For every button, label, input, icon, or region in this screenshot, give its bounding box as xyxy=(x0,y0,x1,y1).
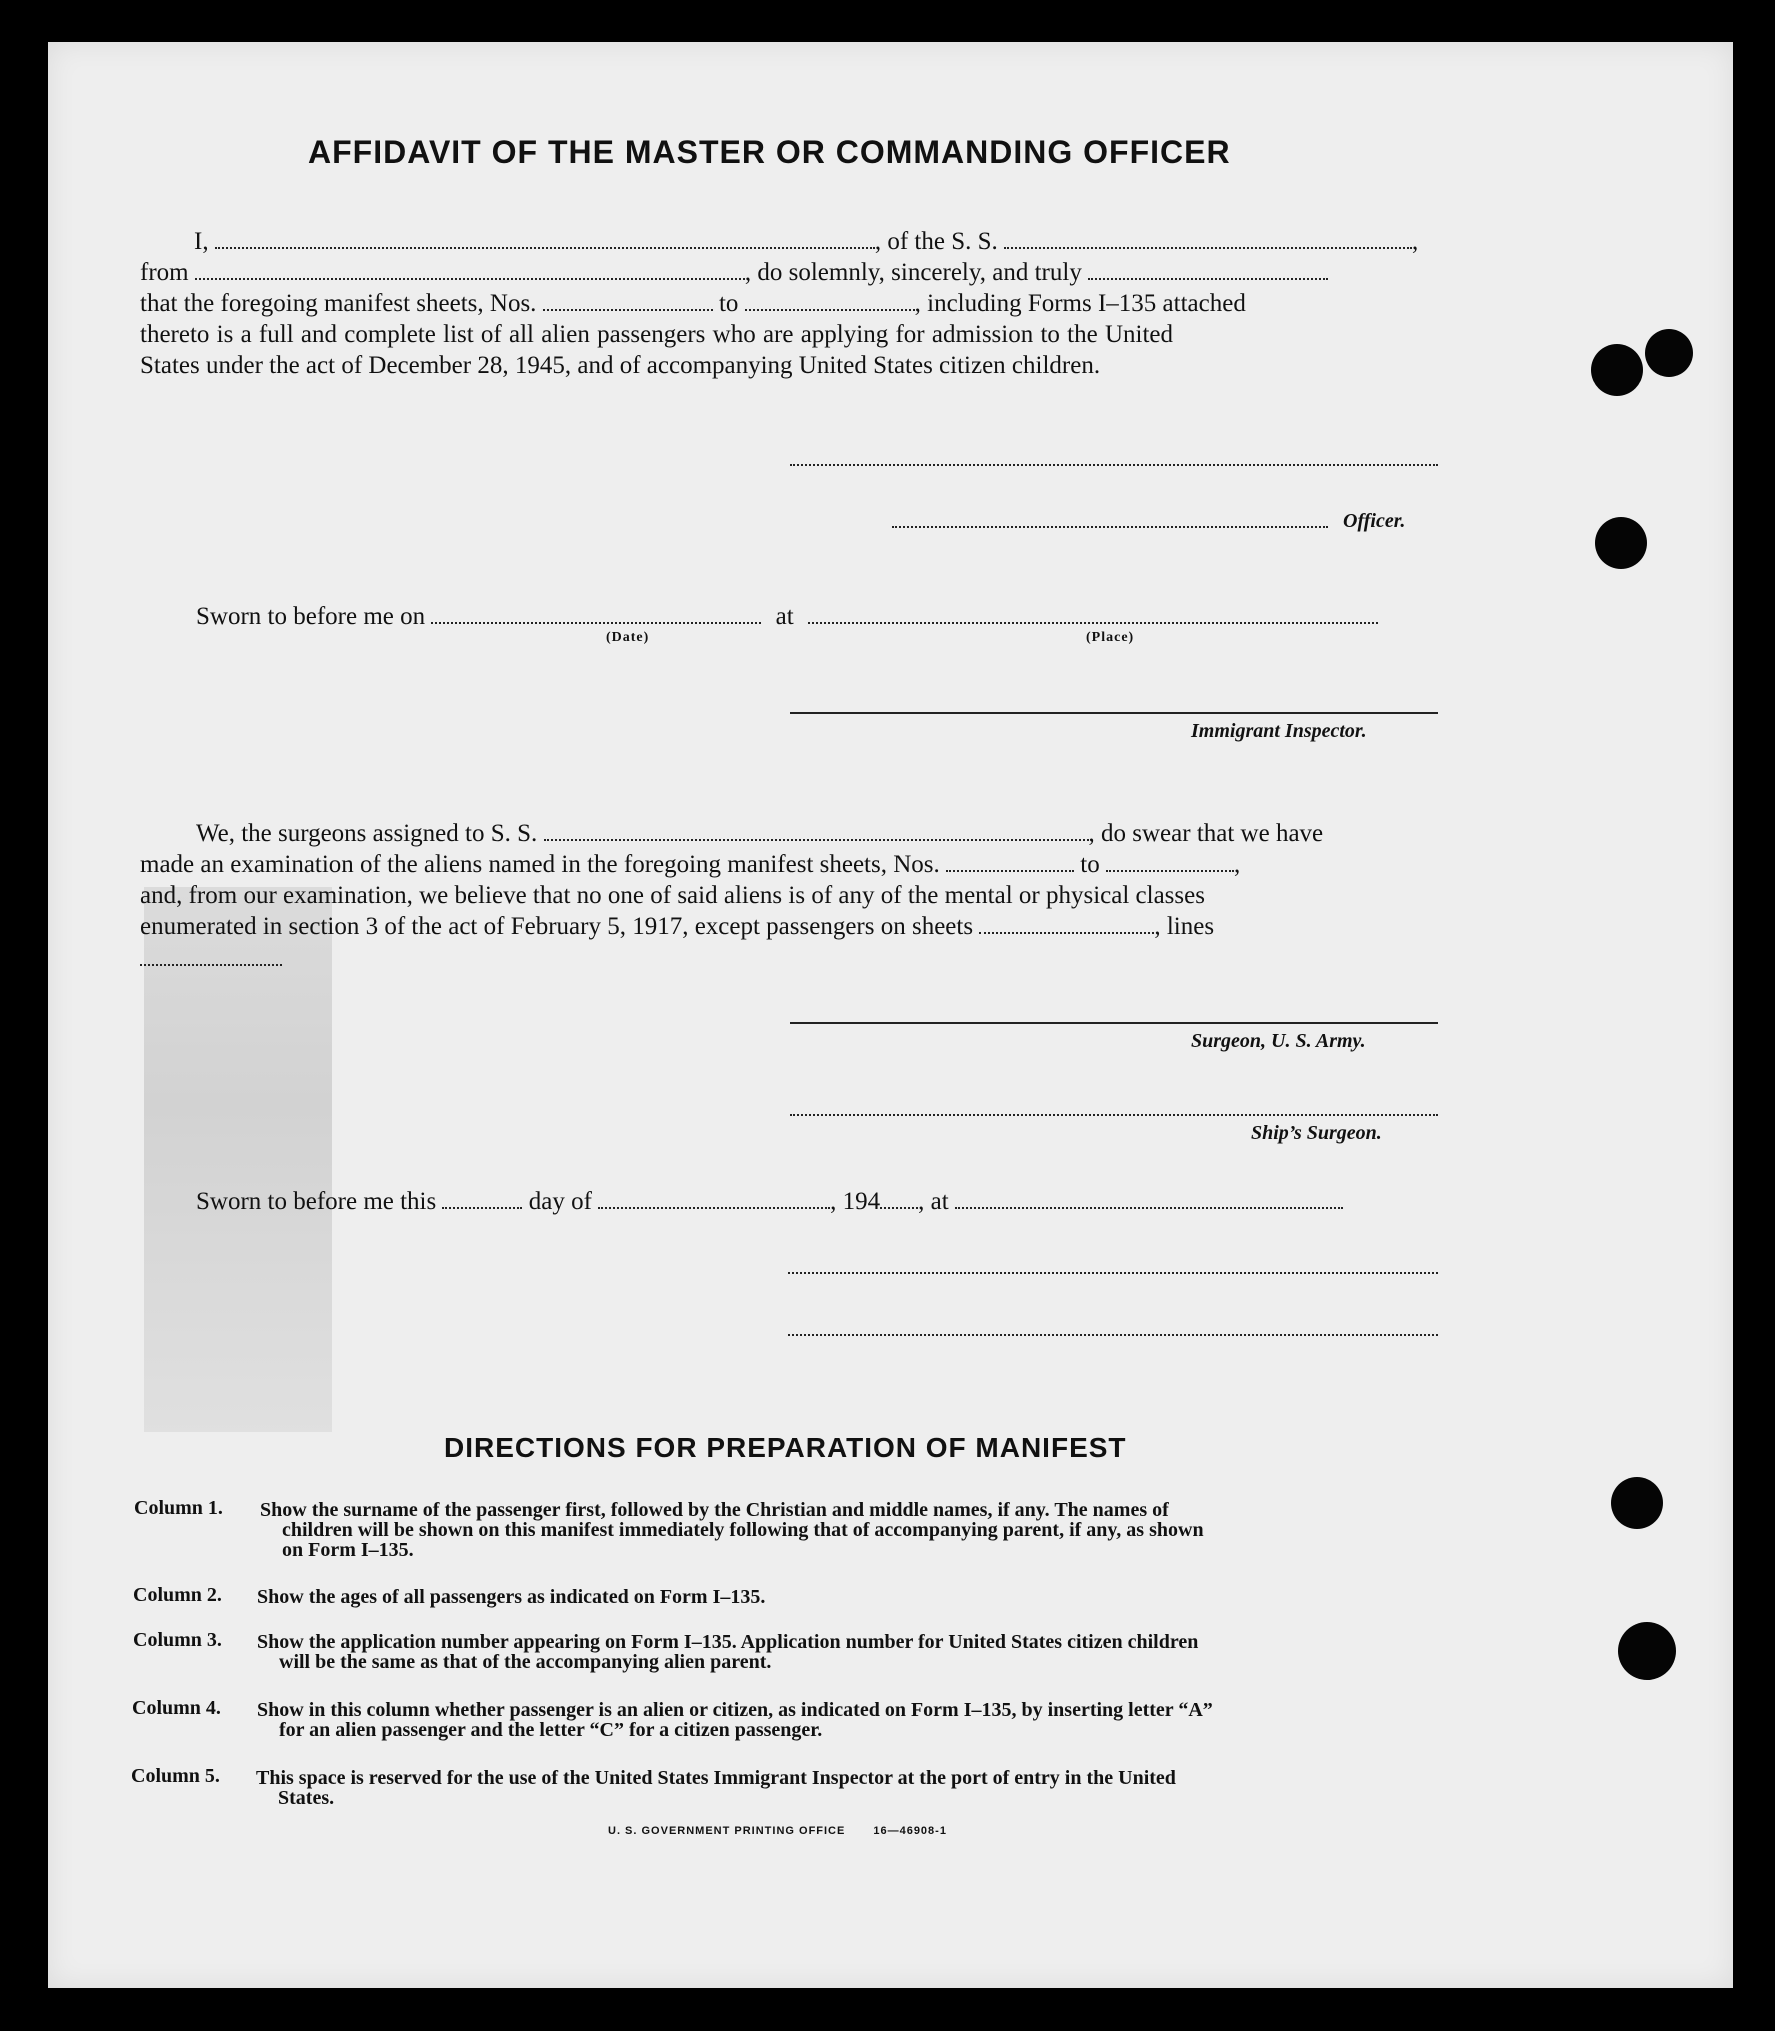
punch-hole xyxy=(1611,1477,1663,1529)
inspector-label: Immigrant Inspector. xyxy=(1191,720,1367,742)
affidavit-line-3: that the foregoing manifest sheets, Nos. to , including Forms I–135 attached xyxy=(140,290,1246,317)
column-3-label: Column 3. xyxy=(133,1629,222,1651)
truly-blank[interactable] xyxy=(1088,260,1328,280)
from-blank[interactable] xyxy=(195,260,745,280)
form-page xyxy=(48,42,1733,1988)
directions-title: DIRECTIONS FOR PREPARATION OF MANIFEST xyxy=(444,1432,1127,1463)
surgeons-line-1: We, the surgeons assigned to S. S. , do swear that we have xyxy=(196,820,1324,847)
sworn-line-2: Sworn to before me this day of , 194 , at xyxy=(196,1187,1343,1217)
punch-hole xyxy=(1618,1622,1676,1680)
officer-signature-line-2[interactable] xyxy=(892,526,1328,528)
paper-stain xyxy=(144,887,332,1432)
punch-hole xyxy=(1645,329,1693,377)
ship-blank[interactable] xyxy=(1004,229,1412,249)
affidavit-line-4: thereto is a full and complete list of all alien passengers who are applying for admission to the United xyxy=(140,321,1174,348)
affidavit-line-2: from , do solemnly, sincerely, and truly xyxy=(140,258,1328,288)
affidavit-line-5: States under the act of December 28, 1945, and of accompanying United States citizen children. xyxy=(140,352,1101,379)
lines-blank[interactable] xyxy=(140,964,282,966)
surgeons-line-3: and, from our examination, we believe that no one of said aliens is of any of the mental or physical classes xyxy=(140,882,1205,909)
punch-hole xyxy=(1595,517,1647,569)
column-3-text: Show the application number appearing on Form I–135. Application number for United States citizen children will be the same as that of the accompanying alien parent. xyxy=(257,1631,1199,1673)
date-label: (Date) xyxy=(606,630,650,645)
punch-hole xyxy=(1591,344,1643,396)
sworn-month-blank[interactable] xyxy=(598,1189,830,1209)
affidavit-line-1: I, , of the S. S. , xyxy=(194,228,1419,255)
sworn-day-blank[interactable] xyxy=(442,1189,522,1209)
column-1-text: Show the surname of the passenger first, followed by the Christian and middle names, if any. The names of children will be shown on this manifest immediately following that of accompanying parent, if any, as shown on Form I–135. xyxy=(260,1499,1204,1561)
sheets-from-blank[interactable] xyxy=(543,291,713,311)
column-5-text: This space is reserved for the use of the United States Immigrant Inspector at the port of entry in the United States. xyxy=(256,1767,1176,1809)
sworn-year-blank[interactable] xyxy=(880,1189,918,1209)
affidavit-title: AFFIDAVIT OF THE MASTER OR COMMANDING OFFICER xyxy=(308,134,1231,170)
column-4-label: Column 4. xyxy=(132,1697,221,1719)
officer-label: Officer. xyxy=(1343,510,1406,532)
army-surgeon-label: Surgeon, U. S. Army. xyxy=(1191,1030,1366,1052)
ship-surgeon-label: Ship’s Surgeon. xyxy=(1251,1122,1382,1144)
sworn-signature-line-1[interactable] xyxy=(788,1272,1438,1274)
surgeon-sheets-from-blank[interactable] xyxy=(946,852,1074,872)
except-sheets-blank[interactable] xyxy=(979,914,1154,934)
officer-signature-line-1[interactable] xyxy=(790,464,1438,466)
sworn-line-1: Sworn to before me on at xyxy=(196,602,1378,632)
place-label: (Place) xyxy=(1086,630,1135,645)
column-2-text: Show the ages of all passengers as indicated on Form I–135. xyxy=(257,1586,766,1608)
column-4-text: Show in this column whether passenger is an alien or citizen, as indicated on Form I–135, by inserting letter “A” for an alien passenger and the letter “C” for a citizen passenger. xyxy=(257,1699,1213,1741)
column-1-label: Column 1. xyxy=(134,1497,223,1519)
column-5-label: Column 5. xyxy=(131,1765,220,1787)
army-surgeon-signature-line[interactable] xyxy=(790,1022,1438,1024)
surgeon-ship-blank[interactable] xyxy=(544,821,1089,841)
surgeon-sheets-to-blank[interactable] xyxy=(1106,852,1234,872)
name-blank[interactable] xyxy=(215,229,875,249)
printing-office-imprint: U. S. GOVERNMENT PRINTING OFFICE 16—46908-1 xyxy=(608,1825,947,1837)
sworn-signature-line-2[interactable] xyxy=(788,1334,1438,1336)
sworn-date-blank[interactable] xyxy=(431,604,761,624)
inspector-signature-line[interactable] xyxy=(790,712,1438,714)
sworn-at-blank[interactable] xyxy=(955,1189,1343,1209)
sworn-place-blank[interactable] xyxy=(808,604,1378,624)
sheets-to-blank[interactable] xyxy=(745,291,915,311)
surgeons-line-2: made an examination of the aliens named in the foregoing manifest sheets, Nos. to , xyxy=(140,851,1241,878)
column-2-label: Column 2. xyxy=(133,1584,222,1606)
ship-surgeon-signature-line[interactable] xyxy=(790,1114,1438,1116)
surgeons-line-4: enumerated in section 3 of the act of February 5, 1917, except passengers on sheets , lines xyxy=(140,913,1215,940)
